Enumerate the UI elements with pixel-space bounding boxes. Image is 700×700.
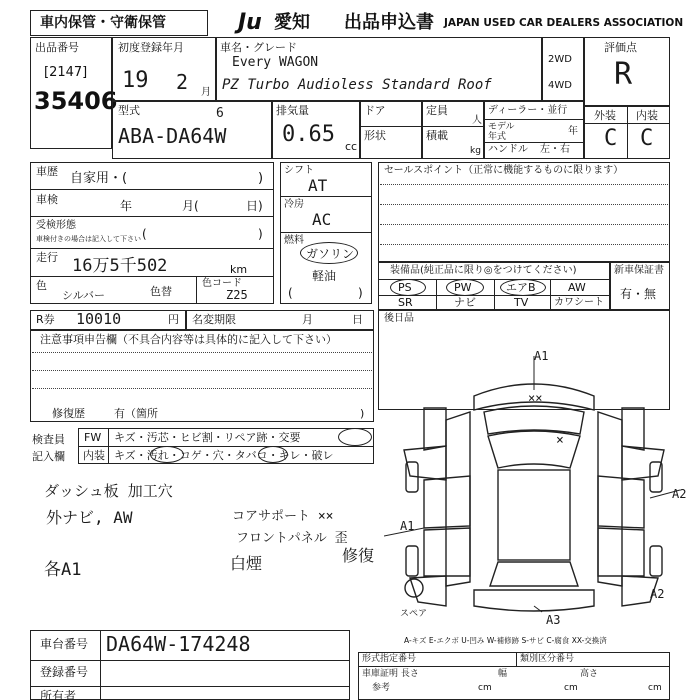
aircon-label: 冷房 xyxy=(284,199,304,210)
history-value: 自家用・( xyxy=(70,171,128,186)
handle-label: ハンドル xyxy=(488,144,528,155)
displacement-unit: cc xyxy=(345,140,358,153)
fuel-selection-circle xyxy=(300,242,358,264)
color-code-label: 色コード xyxy=(202,278,242,289)
dims-unit-1: cm xyxy=(478,683,492,693)
equip-leather-seat: カワシート xyxy=(554,297,604,308)
model-label: 型式 xyxy=(118,104,140,117)
mileage-label: 走行 xyxy=(36,251,58,264)
equip-ps: PS xyxy=(398,281,412,294)
receipt-open: ( xyxy=(142,227,147,241)
lot-bracket-number: [2147] xyxy=(44,65,88,80)
inspection-day: 日) xyxy=(246,199,263,213)
color-code-value: Z25 xyxy=(226,288,248,302)
equip-navi: ナビ xyxy=(454,296,476,309)
warranty-label: 新車保証書 xyxy=(614,265,664,276)
note-repaired: 修復 xyxy=(342,546,375,565)
drive-4wd: 4WD xyxy=(548,80,572,91)
equip-sr: SR xyxy=(398,296,413,309)
chassis-number: DA64W-174248 xyxy=(106,632,251,656)
equip-airbag-circle xyxy=(500,279,546,296)
car-grade: PZ Turbo Audioless Standard Roof xyxy=(222,77,492,93)
inspection-label: 車検 xyxy=(36,193,58,206)
dims-ref-label: 参考 xyxy=(372,683,391,693)
logo-mark: Ju xyxy=(238,10,262,35)
model-year-unit: 年 xyxy=(568,126,578,137)
exterior-value: C xyxy=(604,126,618,151)
shape-label: 形状 xyxy=(364,129,386,142)
interior-label: 内装 xyxy=(636,109,658,122)
name-grade-label: 車名・グレード xyxy=(220,41,297,54)
drive-box xyxy=(542,37,584,101)
inspection-month: 月( xyxy=(182,199,199,213)
mileage-unit: km xyxy=(230,263,248,276)
type-cert-label: 形式指定番号 xyxy=(362,654,417,664)
recycle-value: 10010 xyxy=(76,310,122,328)
fuel-open: ( xyxy=(288,286,293,300)
rating-value: R xyxy=(614,57,633,92)
receipt-label: 受検形態 xyxy=(36,220,76,231)
capacity-unit: 人 xyxy=(472,115,482,126)
rating-label: 評価点 xyxy=(604,41,637,54)
diagram-mark-bottom-a3: A3 xyxy=(546,613,561,627)
equip-ps-circle xyxy=(390,279,426,296)
notes-label: 注意事項申告欄（不具合内容等は具体的に記入して下さい） xyxy=(40,333,337,346)
repair-history-value: 有（箇所 xyxy=(114,407,158,420)
document-title: 出品申込書 xyxy=(344,12,434,33)
fuel-close: ) xyxy=(358,286,363,300)
sales-point-box xyxy=(378,162,670,262)
load-label: 積載 xyxy=(426,129,448,142)
note-white-smoke: 白煙 xyxy=(230,554,263,573)
fuel-gasoline: ガソリン xyxy=(306,247,355,261)
inspector-label: 検査員 xyxy=(32,433,65,446)
note-dash-holes: ダッシュ板 加工穴 xyxy=(44,482,173,500)
handle-options: 左・右 xyxy=(540,144,570,155)
registration-year: 19 xyxy=(122,68,149,93)
logo-text: 愛知 xyxy=(274,12,310,33)
history-close: ) xyxy=(258,171,264,186)
warranty-value: 有・無 xyxy=(620,287,657,301)
lot-number: 35406 xyxy=(34,87,118,115)
color-label: 色 xyxy=(36,279,47,292)
receipt-sublabel: 車検付きの場合は記入して下さい xyxy=(36,235,141,243)
inspector-row2-text: キズ・汚れ・コゲ・穴・タバコ・キレ・破レ xyxy=(114,449,334,462)
diagram-mark-x: × xyxy=(556,433,564,448)
fuel-diesel: 軽油 xyxy=(312,269,337,283)
model-year-label: モデル年式 xyxy=(488,122,515,142)
equip-pw: PW xyxy=(454,281,472,294)
diagram-mark-top: A1 xyxy=(534,349,549,363)
capacity-label: 定員 xyxy=(426,104,448,117)
spare-label: スペア xyxy=(400,609,428,619)
color-change-label: 色替 xyxy=(150,285,172,298)
diagram-mark-left-a1: A1 xyxy=(400,519,415,533)
shift-label: シフト xyxy=(284,165,314,176)
inspector-row2-code: 内装 xyxy=(83,449,105,462)
equip-tv: TV xyxy=(514,296,529,309)
inspector-row1-circle xyxy=(338,428,372,446)
dims-height-label: 高さ xyxy=(580,669,599,679)
owner-label: 所有者 xyxy=(40,689,77,700)
car-name: Every WAGON xyxy=(232,55,319,70)
inspector-entry-label: 記入欄 xyxy=(32,450,65,463)
fuel-label: 燃料 xyxy=(284,235,304,246)
color-value: シルバー xyxy=(62,289,105,302)
history-label: 車歴 xyxy=(36,165,58,178)
model-value: ABA-DA64W xyxy=(118,124,227,148)
recycle-unit: 円 xyxy=(168,313,179,326)
registration-month-unit: 月 xyxy=(201,87,211,98)
note-each-a1: 各A1 xyxy=(44,560,82,580)
displacement-value: 0.65 xyxy=(282,122,335,147)
note-front-panel: フロントパネル 歪 xyxy=(236,531,348,546)
dealer-label: ディーラー・並行 xyxy=(488,105,568,116)
reg-deadline-day: 日 xyxy=(352,313,363,326)
association-name: JAPAN USED CAR DEALERS ASSOCIATION xyxy=(444,17,684,29)
note-core-support: コアサポート ×× xyxy=(232,509,334,524)
receipt-close: ) xyxy=(258,227,263,241)
interior-value: C xyxy=(640,126,654,151)
storage-label: 車内保管・守衛保管 xyxy=(40,15,166,31)
lot-label: 出品番号 xyxy=(35,41,79,54)
load-unit: kg xyxy=(470,146,481,156)
aircon-value: AC xyxy=(312,210,332,229)
mileage-value: 16万5千502 xyxy=(72,256,168,276)
shift-value: AT xyxy=(308,176,328,195)
model-correction: 6 xyxy=(216,106,224,121)
diagram-mark-right-a2: A2 xyxy=(672,487,687,501)
damage-legend: A-キズ E-エクボ U-凹み W-補修跡 S-サビ C-腐食 XX-交換済 xyxy=(404,636,607,645)
equipment-label: 装備品(純正品に限り◎をつけてください) xyxy=(390,265,577,276)
inspection-year: 年 xyxy=(120,199,133,213)
diagram-mark-right-a2b: A2 xyxy=(650,587,665,601)
category-no-label: 類別区分番号 xyxy=(520,654,575,664)
sales-point-label: セールスポイント（正常に機能するものに限ります） xyxy=(384,165,624,176)
doors-label: ドア xyxy=(364,104,386,117)
dims-unit-2: cm xyxy=(564,683,578,693)
inspector-row1-text: キズ・汚芯・ヒビ割・リペア跡・交要 xyxy=(114,431,301,444)
reg-deadline-month: 月 xyxy=(302,313,313,326)
displacement-label: 排気量 xyxy=(276,104,309,117)
recycle-label: R券 xyxy=(36,313,55,326)
registration-month: 2 xyxy=(176,70,189,94)
drive-2wd: 2WD xyxy=(548,54,572,65)
chassis-label: 車台番号 xyxy=(40,637,89,651)
exterior-label: 外装 xyxy=(594,109,616,122)
inspector-row2-circle-b xyxy=(258,446,288,463)
reg-number-label: 登録番号 xyxy=(40,665,89,679)
reg-deadline-label: 名変期限 xyxy=(192,313,236,326)
note-ext-navi: 外ナビ, AW xyxy=(46,508,133,527)
inspector-row2-circle-a xyxy=(150,446,184,463)
after-fit-label: 後日品 xyxy=(384,313,414,324)
repair-history-label: 修復歴 xyxy=(52,407,85,420)
dims-label: 車庫証明 長さ xyxy=(362,669,419,679)
registration-label: 初度登録年月 xyxy=(118,41,184,54)
equip-aw: AW xyxy=(568,281,586,294)
equip-airbag: エアB xyxy=(506,281,536,294)
dims-unit-3: cm xyxy=(648,683,662,693)
dims-width-label: 幅 xyxy=(498,669,508,679)
diagram-mark-xx: ×× xyxy=(528,391,543,405)
repair-history-close: ) xyxy=(360,407,365,420)
inspector-row1-code: FW xyxy=(84,431,102,444)
equip-pw-circle xyxy=(446,279,484,296)
